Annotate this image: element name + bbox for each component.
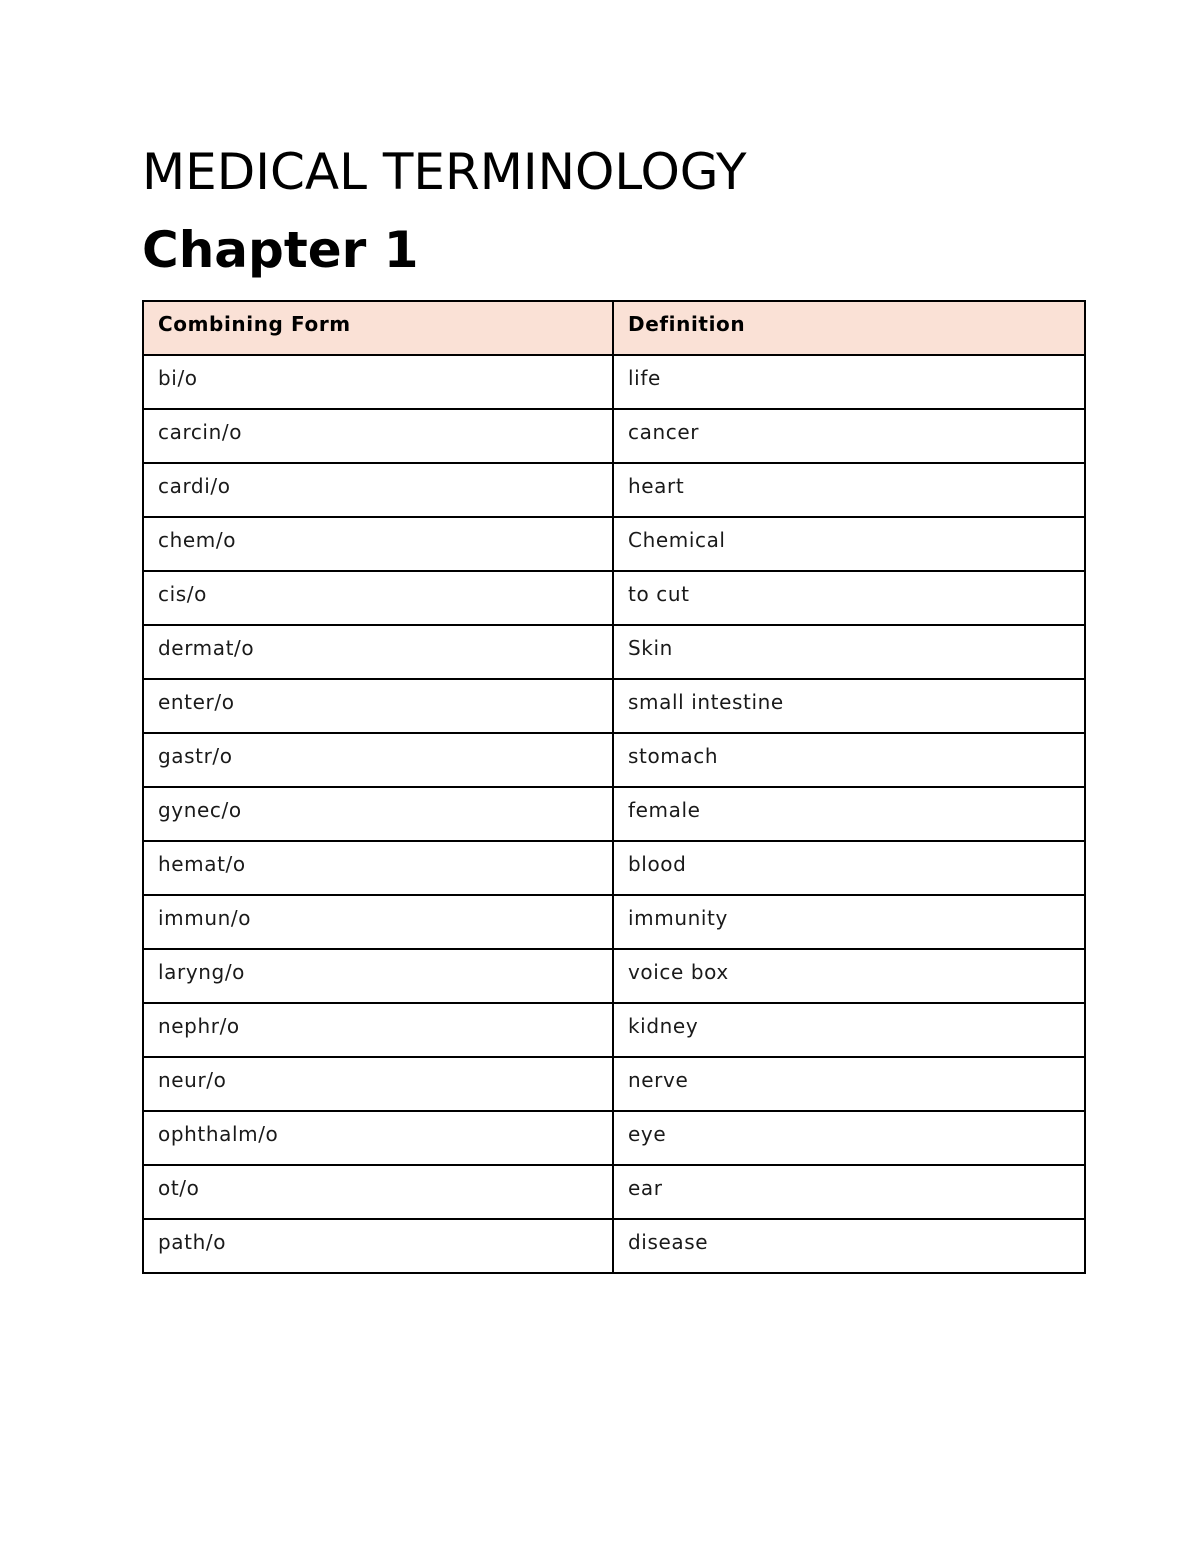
table-row <box>143 733 1085 787</box>
table-row <box>143 895 1085 949</box>
combining-form-cell: dermat/o <box>143 625 613 679</box>
table-row <box>143 949 1085 1003</box>
combining-form-cell: neur/o <box>143 1057 613 1111</box>
definition-cell: Chemical <box>613 517 1085 571</box>
table-row <box>143 679 1085 733</box>
combining-form-cell: nephr/o <box>143 1003 613 1057</box>
definition-cell: female <box>613 787 1085 841</box>
combining-form-cell: ot/o <box>143 1165 613 1219</box>
terminology-table <box>142 300 1086 1274</box>
combining-form-cell: hemat/o <box>143 841 613 895</box>
table-row <box>143 625 1085 679</box>
combining-form-cell: chem/o <box>143 517 613 571</box>
table-header-row <box>143 301 1085 355</box>
definition-cell: blood <box>613 841 1085 895</box>
table-row <box>143 1219 1085 1273</box>
combining-form-cell: cis/o <box>143 571 613 625</box>
definition-cell: eye <box>613 1111 1085 1165</box>
definition-cell: to cut <box>613 571 1085 625</box>
combining-form-cell: ophthalm/o <box>143 1111 613 1165</box>
header-definition: Definition <box>613 301 1085 355</box>
table-row <box>143 409 1085 463</box>
header-combining-form: Combining Form <box>143 301 613 355</box>
combining-form-cell: path/o <box>143 1219 613 1273</box>
definition-cell: life <box>613 355 1085 409</box>
combining-form-cell: laryng/o <box>143 949 613 1003</box>
definition-cell: ear <box>613 1165 1085 1219</box>
table-row <box>143 517 1085 571</box>
definition-cell: kidney <box>613 1003 1085 1057</box>
table-row <box>143 463 1085 517</box>
definition-cell: stomach <box>613 733 1085 787</box>
definition-cell: small intestine <box>613 679 1085 733</box>
combining-form-cell: cardi/o <box>143 463 613 517</box>
definition-cell: immunity <box>613 895 1085 949</box>
document-title: MEDICAL TERMINOLOGY <box>142 143 747 201</box>
combining-form-cell: immun/o <box>143 895 613 949</box>
definition-cell: nerve <box>613 1057 1085 1111</box>
table-row <box>143 571 1085 625</box>
combining-form-cell: enter/o <box>143 679 613 733</box>
definition-cell: disease <box>613 1219 1085 1273</box>
definition-cell: cancer <box>613 409 1085 463</box>
table-row <box>143 1057 1085 1111</box>
table-row <box>143 1003 1085 1057</box>
definition-cell: heart <box>613 463 1085 517</box>
chapter-heading: Chapter 1 <box>142 221 419 279</box>
table-row <box>143 1111 1085 1165</box>
table-row <box>143 787 1085 841</box>
table-row <box>143 1165 1085 1219</box>
table-row <box>143 355 1085 409</box>
definition-cell: Skin <box>613 625 1085 679</box>
combining-form-cell: carcin/o <box>143 409 613 463</box>
table-row <box>143 841 1085 895</box>
combining-form-cell: gastr/o <box>143 733 613 787</box>
combining-form-cell: bi/o <box>143 355 613 409</box>
definition-cell: voice box <box>613 949 1085 1003</box>
combining-form-cell: gynec/o <box>143 787 613 841</box>
